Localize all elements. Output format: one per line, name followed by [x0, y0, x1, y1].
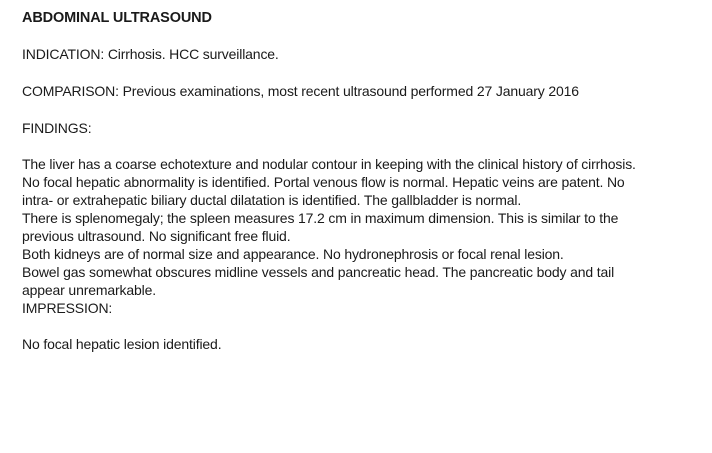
comparison-line: COMPARISON: Previous examinations, most recent ultrasound performed 27 January 2016	[22, 83, 579, 99]
paragraph-line: Bowel gas somewhat obscures midline vessels and pancreatic head. The pancreatic body and tail	[22, 264, 615, 280]
findings-label: FINDINGS:	[22, 120, 92, 136]
findings-paragraph-pancreas	[22, 263, 702, 299]
indication-line: INDICATION: Cirrhosis. HCC surveillance.	[22, 46, 279, 62]
paragraph-line: Both kidneys are of normal size and appearance. No hydronephrosis or focal renal lesion.	[22, 246, 564, 262]
impression-label: IMPRESSION:	[22, 300, 113, 316]
impression-text: No focal hepatic lesion identified.	[22, 336, 222, 352]
report-title: ABDOMINAL ULTRASOUND	[22, 10, 212, 26]
findings-paragraph-spleen	[22, 209, 702, 245]
paragraph-line: appear unremarkable.	[22, 282, 156, 298]
paragraph-line: previous ultrasound. No significant free fluid.	[22, 228, 291, 244]
findings-paragraph-liver	[22, 155, 702, 209]
paragraph-line: The liver has a coarse echotexture and nodular contour in keeping with the clinical history of cirrhosis.	[22, 156, 636, 172]
paragraph-line: There is splenomegaly; the spleen measures 17.2 cm in maximum dimension. This is similar to the	[22, 210, 619, 226]
findings-paragraph-kidneys	[22, 245, 702, 263]
paragraph-line: No focal hepatic abnormality is identified. Portal venous flow is normal. Hepatic veins are patent. No	[22, 174, 625, 190]
paragraph-line: intra- or extrahepatic biliary ductal dilatation is identified. The gallbladder is normal.	[22, 192, 522, 208]
ultrasound-report	[22, 9, 702, 353]
